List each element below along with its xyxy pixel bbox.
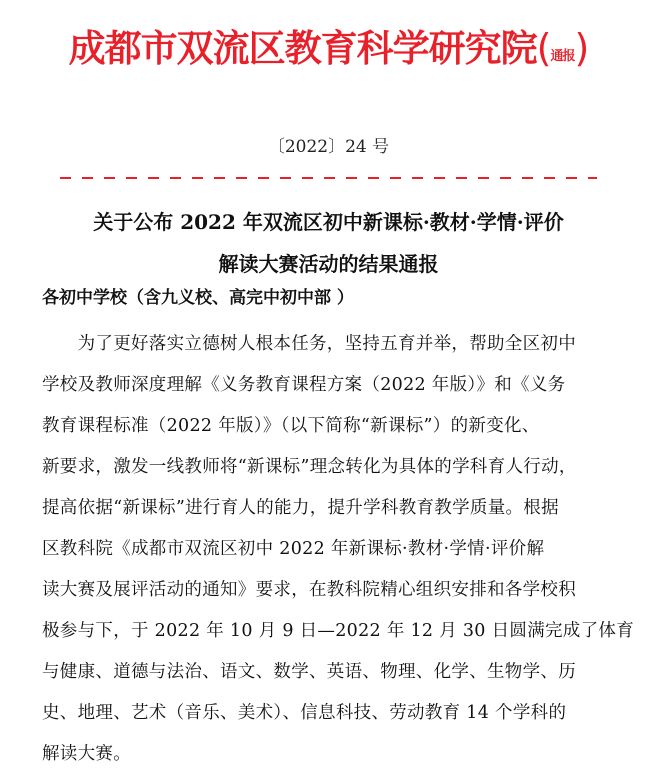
title-line-2: 解读大赛活动的结果通报 [218,252,439,276]
body-line: 史、地理、艺术（音乐、美术）、信息科技、劳动教育 14 个学科的 [42,703,567,723]
body-line: 极参与下，于 2022 年 10 月 9 日—2022 年 12 月 30 日圆满完成了体育 [42,621,634,641]
org-name: 成都市双流区教育科学研究院 [68,27,537,70]
body-line: 与健康、道德与法治、语文、数学、英语、物理、化学、生物学、历 [42,662,576,682]
body-line: 新要求，激发一线教师将“新课标”理念转化为具体的学科育人行动， [42,457,577,477]
body-line: 学校及教师深度理解《义务教育课程方案（2022 年版）》和《义务 [42,375,566,395]
body-line: 读大赛及展评活动的通知》要求，在教科院精心组织安排和各学校积 [42,580,576,600]
masthead [0,18,657,72]
body-line: 解读大赛。 [42,744,131,764]
close-paren: ) [574,26,589,70]
body-line: 为了更好落实立德树人根本任务，坚持五育并举，帮助全区初中 [42,334,576,354]
open-paren: ( [536,26,551,70]
document-number: 〔2022〕24 号 [267,137,390,157]
salutation: 各初中学校（含九义校、高完中初中部 ） [42,288,354,308]
body-line: 区教科院《成都市双流区初中 2022 年新课标·教材·学情·评价解 [42,539,545,559]
body-line: 提高依据“新课标”进行育人的能力，提升学科教育教学质量。根据 [42,498,559,518]
red-dashed-divider [60,177,597,179]
bulletin-label: 通报 [550,49,575,64]
body-line: 教育课程标准（2022 年版）》（以下简称“新课标”）的新变化、 [42,416,540,436]
title-line-1: 关于公布 2022 年双流区初中新课标·教材·学情·评价 [93,210,564,234]
